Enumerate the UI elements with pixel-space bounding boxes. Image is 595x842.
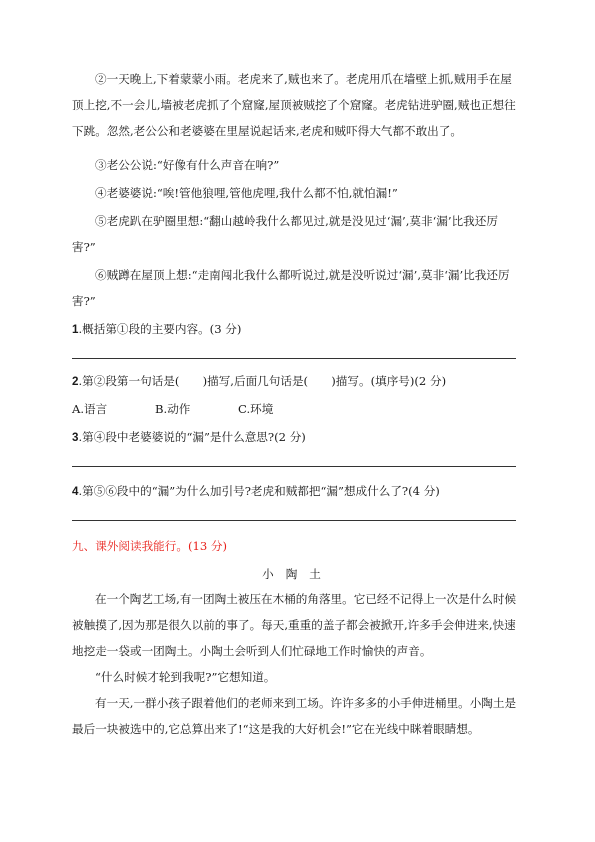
question-3-number: 3	[72, 431, 79, 444]
question-4	[72, 482, 440, 501]
passage-paragraph-2: ②一天晚上,下着蒙蒙小雨。老虎来了,贼也来了。老虎用爪在墙壁上抓,贼用手在屋顶上挖,不一会儿,墙被老虎抓了个窟窿,屋顶被贼挖了个窟窿。老虎钻进驴圈,贼也正想往下跳。忽然,老公公和老婆婆在里屋说起话来,老虎和贼吓得大气都不敢出了。	[72, 72, 516, 138]
question-1-number: 1	[72, 323, 79, 336]
answer-line-3[interactable]	[72, 466, 516, 467]
question-2-text: .第②段第一句话是( )描写,后面几句话是( )描写。(填序号)(2 分)	[78, 374, 447, 388]
question-3-text: .第④段中老婆婆说的“漏”是什么意思?(2 分)	[78, 430, 306, 444]
answer-line-1[interactable]	[72, 358, 516, 359]
story-paragraph-2: “什么时候才轮到我呢?”它想知道。	[95, 670, 276, 684]
option-a: A.语言	[72, 402, 108, 416]
question-3	[72, 428, 306, 447]
question-1	[72, 320, 241, 339]
story-title: 小陶土	[262, 567, 333, 581]
section-9-heading: 九、课外阅读我能行。(13 分)	[72, 539, 228, 553]
option-b: B.动作	[155, 402, 191, 416]
question-4-number: 4	[72, 485, 79, 498]
question-1-text: .概括第①段的主要内容。(3 分)	[78, 322, 242, 336]
question-4-text: .第⑤⑥段中的“漏”为什么加引号?老虎和贼都把“漏”想成什么了?(4 分)	[78, 484, 440, 498]
story-paragraph-3: 有一天,一群小孩子跟着他们的老师来到工场。许许多多的小手伸进桶里。小陶土是最后一块被选中的,它总算出来了!“这是我的大好机会!”它在光线中眯着眼睛想。	[72, 696, 517, 736]
answer-line-4[interactable]	[72, 520, 516, 521]
passage-paragraph-3: ③老公公说:“好像有什么声音在响?”	[95, 158, 280, 172]
passage-paragraph-5: ⑤老虎趴在驴圈里想:“翻山越岭我什么都见过,就是没见过‘漏’,莫非‘漏’比我还厉害?”	[72, 214, 498, 254]
question-2-number: 2	[72, 375, 79, 388]
question-2	[72, 372, 446, 391]
passage-paragraph-6: ⑥贼蹲在屋顶上想:“走南闯北我什么都听说过,就是没听说过‘漏’,莫非‘漏’比我还厉害?”	[72, 268, 510, 308]
story-paragraph-1: 在一个陶艺工场,有一团陶土被压在木桶的角落里。它已经不记得上一次是什么时候被触摸了,因为那是很久以前的事了。每天,重重的盖子都会被掀开,许多手会伸进来,快速地挖走一袋或一团陶土。小陶土会听到人们忙碌地工作时愉快的声音。	[72, 592, 517, 658]
passage-paragraph-4: ④老婆婆说:“唉!管他狼哩,管他虎哩,我什么都不怕,就怕漏!”	[95, 186, 398, 200]
option-c: C.环境	[238, 402, 274, 416]
